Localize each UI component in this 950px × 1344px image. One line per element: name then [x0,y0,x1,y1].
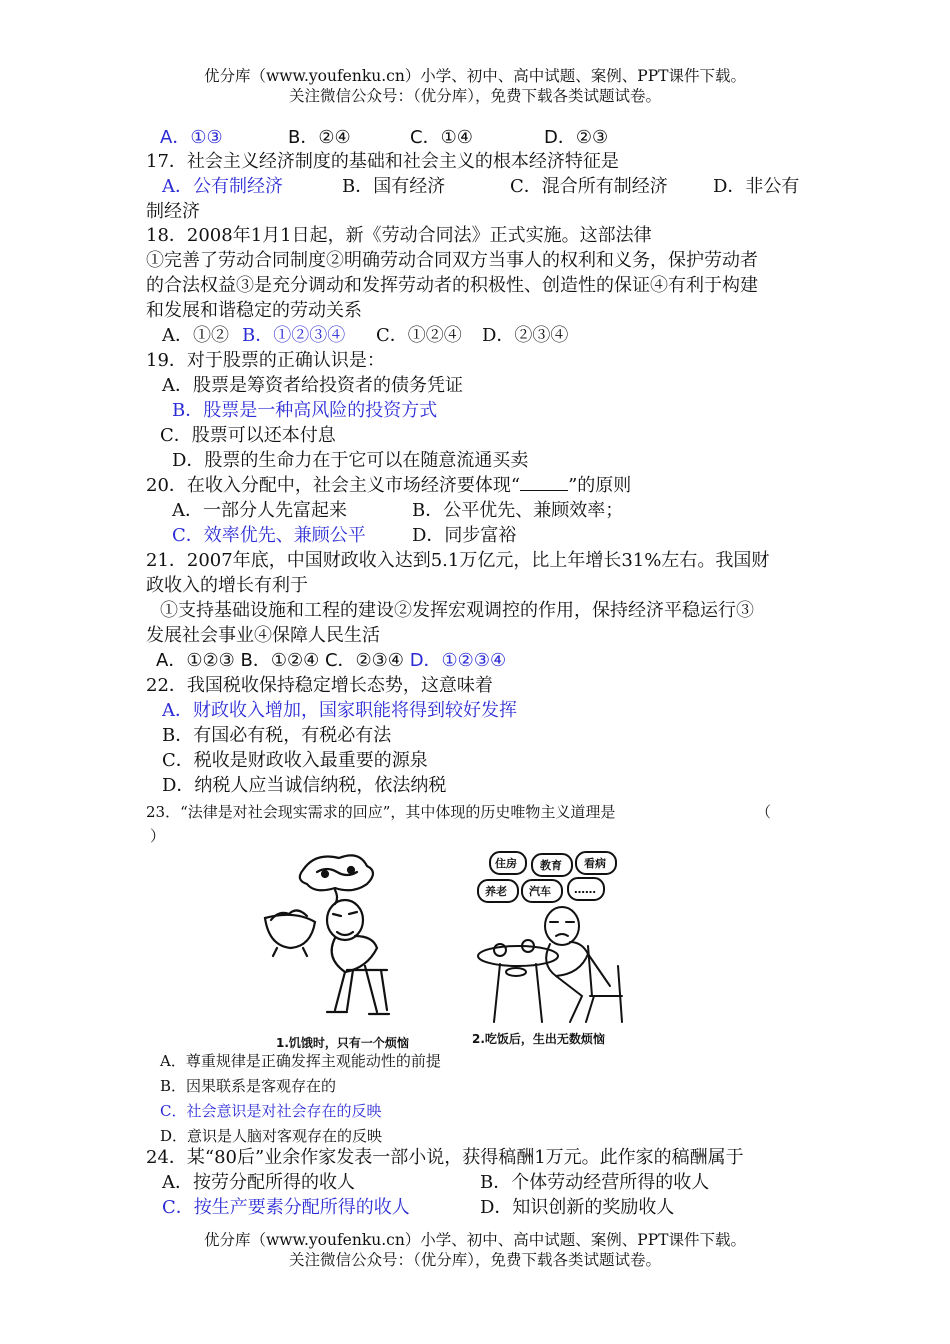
q17-option-c[interactable]: C．混合所有制经济 [510,176,668,197]
q23-option-d[interactable]: D．意识是人脑对客观存在的反映 [160,1127,383,1145]
bubble-word-3: 看病 [584,857,606,870]
bubble-word-2: 教育 [540,859,562,872]
q24-option-c[interactable]: C．按生产要素分配所得的收人 [162,1197,410,1218]
q16-option-d[interactable]: D．②③ [544,127,609,148]
cartoon-2-caption: 2.吃饭后，生出无数烦恼 [472,1032,605,1046]
q18-options [162,324,568,348]
q24-stem: 24．某“80后”业余作家发表一部小说，获得稿酬1万元。此作家的稿酬属于 [146,1147,744,1168]
q17-option-b[interactable]: B．国有经济 [342,176,446,197]
q17-option-d[interactable]: D．非公有 [713,176,800,197]
q21-option-d[interactable]: D．①②③④ [409,650,507,671]
bubble-word-5: 汽车 [529,885,551,898]
q16-options [160,126,608,150]
q22-option-c[interactable]: C．税收是财政收入最重要的源泉 [162,750,428,771]
cartoon-1-caption: 1.饥饿时，只有一个烦恼 [276,1036,409,1050]
q18-line-2: 的合法权益③是充分调动和发挥劳动者的积极性、创造性的保证④有利于构建 [146,275,758,296]
q18-option-d[interactable]: D．②③④ [482,325,569,346]
q23-option-c[interactable]: C．社会意识是对社会存在的反映 [160,1102,382,1120]
q21-stem: 21．2007年底，中国财政收入达到5.1万亿元，比上年增长31%左右。我国财 [146,550,770,571]
q20-options-row1 [172,499,623,523]
q18-line-3: 和发展和谐稳定的劳动关系 [146,300,362,321]
q22-option-b[interactable]: B．有国必有税，有税必有法 [162,725,392,746]
header-line-1: 优分库（www.youfenku.cn）小学、初中、高中试题、案例、PPT课件下载。 [203,67,747,85]
cartoon-full [470,846,650,1036]
q20-blank[interactable] [520,474,568,491]
q22-option-a[interactable]: A．财政收入增加，国家职能将得到较好发挥 [162,700,517,721]
q19-option-c[interactable]: C．股票可以还本付息 [160,425,336,446]
bubble-word-6: …… [574,883,596,896]
q23-paren-close: ） [150,827,166,845]
q20-stem-post: ”的原则 [568,475,632,496]
q24-option-a[interactable]: A．按劳分配所得的收人 [162,1172,355,1193]
q20-options-row2 [172,524,516,548]
q17-option-a[interactable]: A．公有制经济 [162,176,283,197]
q19-stem: 19．对于股票的正确认识是： [146,350,385,371]
q20-stem [146,474,631,498]
q17-continued: 制经济 [146,201,200,222]
q18-option-b[interactable]: B．①②③④ [242,325,346,346]
q18-option-c[interactable]: C．①②④ [376,325,462,346]
q21-line-2: 发展社会事业④保障人民生活 [146,625,380,646]
q18-line-1: ①完善了劳动合同制度②明确劳动合同双方当事人的权利和义务，保护劳动者 [146,250,758,271]
q21-option-a[interactable]: A．①②③ [156,650,235,671]
q21-option-b[interactable]: B．①②④ [240,650,320,671]
q20-option-d[interactable]: D．同步富裕 [412,525,517,546]
bubble-word-1: 住房 [495,857,517,870]
header-line-2: 关注微信公众号：（优分库），免费下载各类试题试卷。 [288,87,661,105]
q17-options [162,175,799,199]
q22-stem: 22．我国税收保持稳定增长态势，这意味着 [146,675,493,696]
q17-stem: 17．社会主义经济制度的基础和社会主义的根本经济特征是 [146,151,619,172]
q24-option-d[interactable]: D．知识创新的奖励收人 [480,1197,675,1218]
q24-option-b[interactable]: B．个体劳动经营所得的收人 [480,1172,710,1193]
q23-option-b[interactable]: B．因果联系是客观存在的 [160,1077,337,1095]
q24-options-row2 [162,1196,674,1220]
q23-stem: 23．“法律是对社会现实需求的回应”，其中体现的历史唯物主义道理是 [146,803,616,821]
q16-option-a[interactable]: A．①③ [160,127,223,148]
q21-options [156,649,506,673]
q19-option-d[interactable]: D．股票的生命力在于它可以在随意流通买卖 [172,450,529,471]
cartoon-hungry [255,848,445,1033]
q23-option-a[interactable]: A．尊重规律是正确发挥主观能动性的前提 [160,1052,441,1070]
footer-line-1: 优分库（www.youfenku.cn）小学、初中、高中试题、案例、PPT课件下载。 [203,1231,747,1249]
q18-stem: 18．2008年1月1日起，新《劳动合同法》正式实施。这部法律 [146,225,652,246]
bubble-word-4: 养老 [485,885,507,898]
q20-option-a[interactable]: A．一部分人先富起来 [172,500,347,521]
q21-option-c[interactable]: C．②③④ [324,650,404,671]
q20-option-c[interactable]: C．效率优先、兼顾公平 [172,525,366,546]
q21-line-1: ①支持基础设施和工程的建设②发挥宏观调控的作用，保持经济平稳运行③ [160,600,754,621]
q18-option-a[interactable]: A．①② [162,325,229,346]
q20-option-b[interactable]: B．公平优先、兼顾效率； [412,500,624,521]
footer-line-2: 关注微信公众号：（优分库），免费下载各类试题试卷。 [288,1251,661,1269]
q16-option-b[interactable]: B．②④ [288,127,351,148]
q21-stem-2: 政收入的增长有利于 [146,575,308,596]
q24-options-row1 [162,1171,709,1195]
q20-stem-pre: 20．在收入分配中，社会主义市场经济要体现“ [146,475,521,496]
q16-option-c[interactable]: C．①④ [410,127,473,148]
q23-paren-open: （ [756,803,772,821]
q19-option-b[interactable]: B．股票是一种高风险的投资方式 [172,400,438,421]
q19-option-a[interactable]: A．股票是筹资者给投资者的债务凭证 [162,375,463,396]
q22-option-d[interactable]: D．纳税人应当诚信纳税，依法纳税 [162,775,447,796]
